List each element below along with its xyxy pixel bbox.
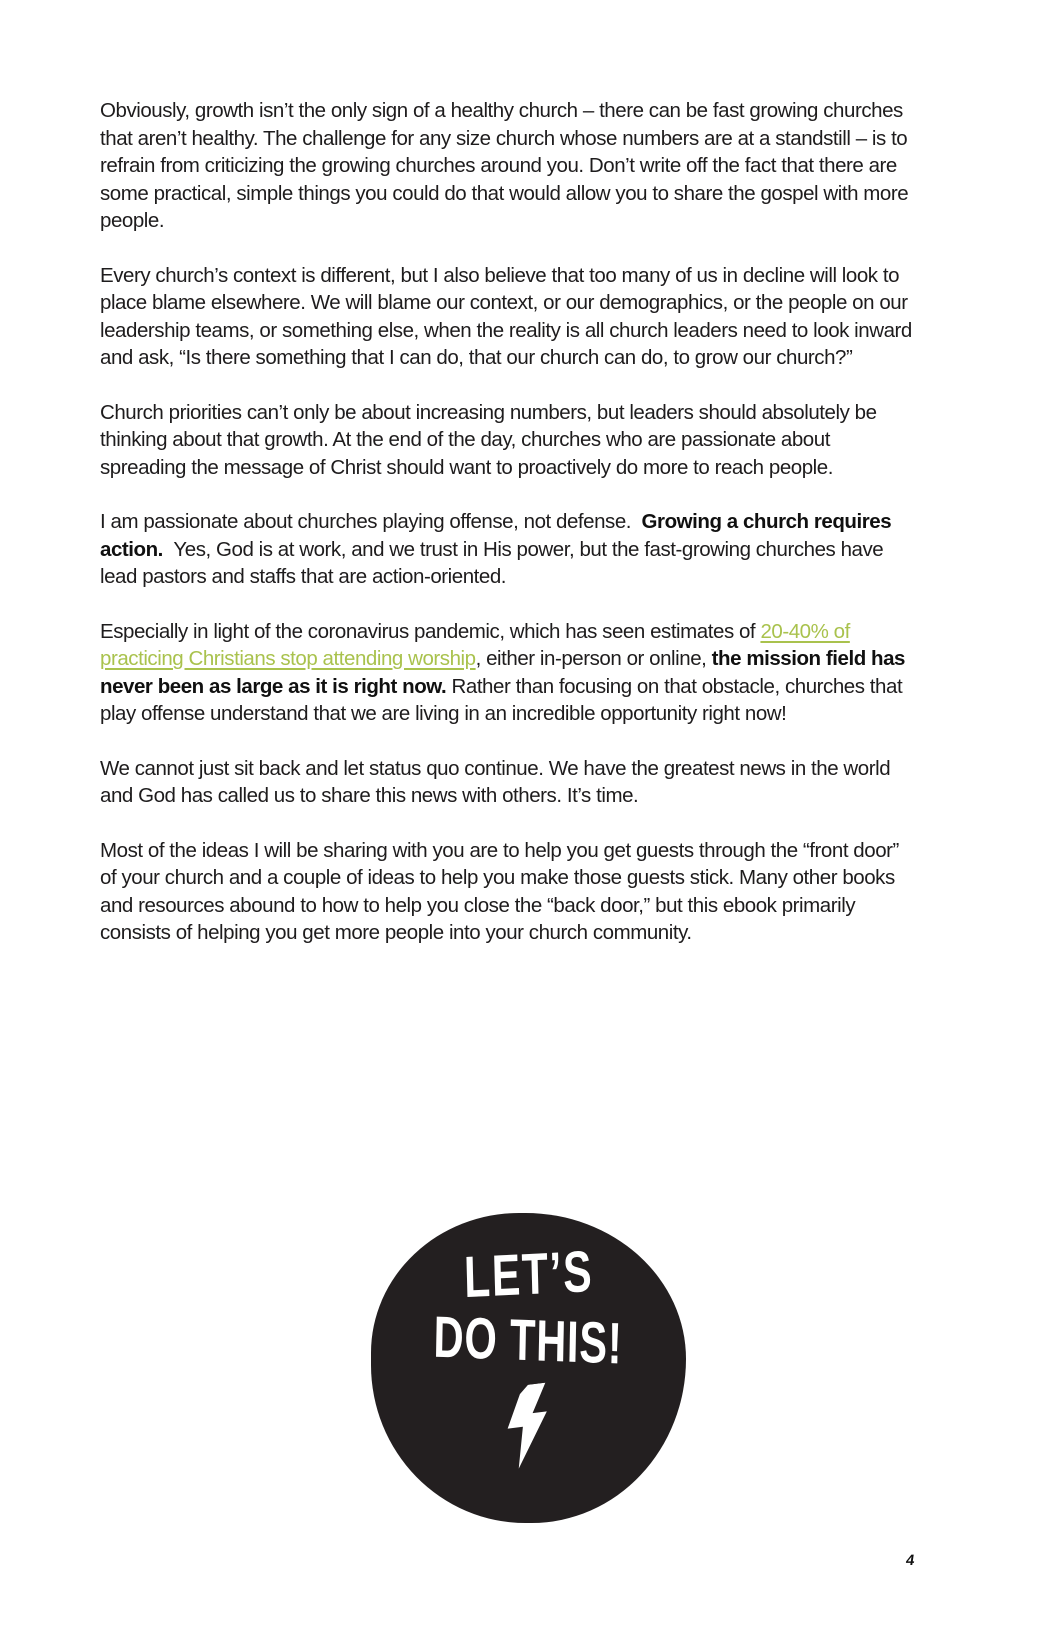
body-text: Most of the ideas I will be sharing with you are to help you get guests through the “front door” of your church and a couple of ideas to help you make those guests stick. Many other books and resources abound to how to help you close the “back door,” but this ebook primarily consists of helping you get more people into your church community. [100,838,899,944]
paragraph [100,837,920,947]
badge-line1: LET’S [463,1239,594,1311]
body-text: I am passionate about churches playing offense, not defense. [100,510,642,533]
article-body [100,97,920,974]
paragraph [100,508,920,591]
paragraph [100,262,920,372]
bold-text: Growing a church requires action. [100,510,892,561]
paragraph [100,618,920,728]
badge-line2: DO THIS! [433,1305,624,1377]
lets-do-this-badge [371,1213,686,1523]
paragraph [100,755,920,810]
body-text: Rather than focusing on that obstacle, churches that play offense understand that we are living in an incredible opportunity right now! [100,674,903,725]
inline-link[interactable]: 20-40% of practicing Christians stop attending worship [100,619,850,670]
body-text: We cannot just sit back and let status quo continue. We have the greatest news in the world and God has called us to share this news with others. It’s time. [100,756,891,807]
body-text: Yes, God is at work, and we trust in His power, but the fast-growing churches have lead pastors and staffs that are action-oriented. [100,537,884,588]
bold-text: the mission field has never been as large as it is right now. [100,647,905,698]
paragraph [100,399,920,482]
body-text: Obviously, growth isn’t the only sign of a healthy church – there can be fast growing churches that aren’t healthy. The challenge for any size church whose numbers are at a standstill – is to refrain from criticizing the growing churches around you. Don’t write off the fact that there are some practical, simple things you could do that would allow you to share the gospel with more people. [100,99,909,232]
body-text: Especially in light of the coronavirus pandemic, which has seen estimates of [100,619,761,643]
lightning-bolt-icon [498,1382,560,1470]
paragraph [100,97,920,235]
page-number: 4 [904,1552,916,1569]
body-text: , either in-person or online, [475,647,712,670]
body-text: Church priorities can’t only be about increasing numbers, but leaders should absolutely be thinking about that growth. At the end of the day, churches who are passionate about spreading the message of Christ should want to proactively do more to reach people. [100,400,877,479]
body-text: Every church’s context is different, but I also believe that too many of us in decline will look to place blame elsewhere. We will blame our context, or our demographics, or the people on our leadership teams, or something else, when the reality is all church leaders need to look inward and ask, “Is there something that I can do, that our church can do, to grow our church?” [100,263,912,369]
